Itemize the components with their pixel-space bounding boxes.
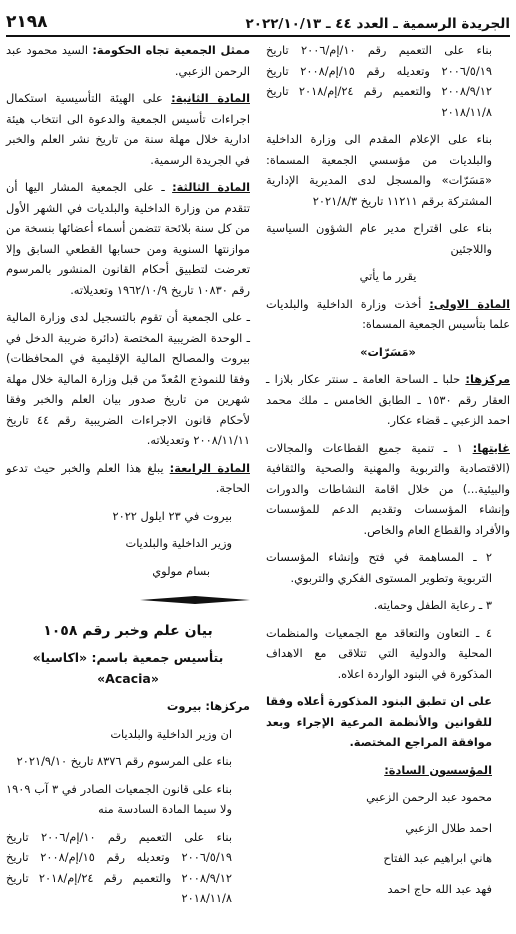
- law-reference: بناء على قانون الجمعيات الصادر في ٣ آب ١٩٠٩ ولا سيما المادة السادسة منه: [6, 781, 232, 816]
- goal-3: ٣ ـ رعاية الطفل وحمايته.: [373, 598, 492, 612]
- article-3-text: ـ على الجمعية المشار اليها أن تتقدم من وزارة الداخلية والبلديات في الشهر الأول من كل سنة بلائحة تتضمن أسماء أعضائها بنسخة من موازنتها السنوية ومن حسابها القطعي السابق وإلا تعرضت لتطبيق أحكام القانون المنشور بالمرسوم رقم ١٠٨٣٠ تاريخ ١٩٦٢/١٠/٩ وتعديلاته.: [6, 180, 250, 297]
- article-2-text: على الهيئة التأسيسية استكمال اجراءات تأسيس الجمعية والدعوة الى انتخاب هيئة ادارية خلال مهلة سنة من تاريخ نشر العلم والخبر في الجريدة الرسمية.: [6, 91, 250, 167]
- date-line: بيروت في ٢٣ ايلول ٢٠٢٢: [112, 508, 232, 523]
- article-4-label: المادة الرابعة:: [169, 460, 250, 475]
- article-3: [6, 177, 250, 300]
- proposal-reference: بناء على اقتراح مدير عام الشؤون السياسية واللاجئين: [266, 221, 492, 256]
- notice-title: بيان علم وخبر رقم ١٠٥٨: [43, 622, 213, 639]
- founders-label: المؤسسون السادة:: [384, 762, 492, 777]
- notice-subtitle: بتأسيس جمعية باسم: «اكاسيا» «Acacia»: [32, 650, 224, 686]
- goals-label: غايتها:: [472, 440, 510, 455]
- decides-heading: يقرر ما يأتي: [359, 269, 417, 283]
- article-1-text: أخذت وزارة الداخلية والبلديات علما بتأسيس الجمعية المسماة:: [266, 296, 510, 331]
- minister-title: وزير الداخلية والبلديات: [125, 536, 232, 550]
- decree-reference: بناء على المرسوم رقم ٨٣٧٦ تاريخ ٢٠٢١/٩/١٠: [16, 754, 232, 768]
- page-number: ٢١٩٨: [6, 12, 48, 32]
- representative-label: ممثل الجمعية تجاه الحكومة:: [92, 43, 250, 57]
- headquarters-label: مركزها:: [465, 372, 510, 386]
- gazette-issue-title: الجريدة الرسمية ـ العدد ٤٤ ـ ٢٠٢٢/١٠/١٣: [245, 16, 510, 32]
- article-2-label: المادة الثانية:: [171, 91, 250, 105]
- association-name: «مَسَرّات»: [360, 344, 416, 359]
- article-1: [266, 294, 510, 335]
- page-header: [6, 6, 510, 37]
- circular-reference-2: بناء على التعميم رقم ١٠/إم/٢٠٠٦ تاريخ ٢٠٠٦/٥/١٩ وتعديله رقم ١٥/إم/٢٠٠٨ تاريخ ٢٠٠٨/٩/١٢ والتعميم رقم ٢٤/إم/٢٠١٨ تاريخ ٢٠١٨/١١/٨: [6, 829, 233, 905]
- article-1-label: المادة الاولى:: [429, 296, 511, 311]
- right-column: [260, 40, 510, 926]
- founder-name: محمود عبد الرحمن الزعبي: [366, 790, 492, 804]
- founder-name: هاني ابراهيم عبد الفتاح: [383, 851, 492, 865]
- two-column-body: [6, 40, 510, 926]
- notice-headquarters: مركزها: بيروت: [166, 699, 250, 713]
- goals: [266, 438, 510, 541]
- goal-1-text: ١ ـ تنمية جميع القطاعات والمجالات (الاقتصادية والتربوية والمهنية والصحية والثقافية والبيئية...) من خلال اقامة النشاطات والدورات وإنشاء المؤسسات وتقديم الدعم للمؤسسات والأفراد والقطاع العام والخاص.: [266, 440, 510, 537]
- founders-notice-reference: بناء على الإعلام المقدم الى وزارة الداخلية والبلديات من مؤسسي الجمعية المسماة: «مَسَرّات» والمسجل لدى المديرية الإدارية المشتركة برقم ١١٢١١ تاريخ ٢٠٢١/٨/٣: [266, 132, 492, 208]
- section-divider: [140, 596, 250, 604]
- headquarters: [266, 369, 510, 431]
- goal-2: ٢ ـ المساهمة في فتح وإنشاء المؤسسات التربوية وتطوير المستوى الفكري والتربوي.: [266, 550, 492, 585]
- government-representative: [6, 40, 250, 81]
- article-3-finance-clause: ـ على الجمعية أن تقوم بالتسجيل لدى وزارة المالية ـ الوحدة الضريبية المختصة (دائرة ضريبة الدخل في بيروت والمصالح المالية الإقليمية في المحافظات) وفقا للنموذج المُعدّ من قبل وزارة المالية خلال مهلة شهرين من تاريخ صدور بيان العلم والخبر وفقا لأحكام قانون الاجراءات الضريبية رقم ٤٤ تاريخ ٢٠٠٨/١١/١١ وتعديلاته.: [6, 310, 250, 447]
- article-3-label: المادة الثالثة:: [172, 180, 250, 194]
- founder-name: احمد طلال الزعبي: [405, 820, 492, 835]
- goal-4: ٤ ـ التعاون والتعاقد مع الجمعيات والمنظمات المحلية والدولية التي تتلاقى مع الاهداف المذكورة في البنود الواردة اعلاه.: [266, 625, 492, 681]
- founders-list: [266, 787, 510, 899]
- circular-reference: بناء على التعميم رقم ١٠/إم/٢٠٠٦ تاريخ ٢٠٠٦/٥/١٩ وتعديله رقم ١٥/إم/٢٠٠٨ تاريخ ٢٠٠٨/٩/١٢ والتعميم رقم ٢٤/إم/٢٠١٨ تاريخ ٢٠١٨/١١/٨: [266, 43, 493, 119]
- article-4-text: يبلغ هذا العلم والخبر حيث تدعو الحاجة.: [6, 460, 250, 495]
- condition-clause: على ان تطبق البنود المذكورة أعلاه وفقا للقوانين والأنظمة المرعية الإجراء وبعد موافقة المراجع المختصة.: [266, 694, 492, 749]
- headquarters-text: حلبا ـ الساحة العامة ـ سنتر عكار بلازا ـ العقار رقم ١٥٣٠ ـ الطابق الخامس ـ ملك محمد احمد الزعبي ـ قضاء عكار.: [266, 372, 510, 427]
- minister-name: بسام مولوي: [152, 563, 210, 578]
- article-2: [6, 88, 250, 170]
- issuer-line: ان وزير الداخلية والبلديات: [110, 726, 232, 741]
- article-4: [6, 458, 250, 499]
- left-column: [6, 40, 252, 926]
- founder-name: فهد عبد الله حاج احمد: [387, 881, 492, 896]
- representative-text: السيد محمود عبد الرحمن الزعبي.: [6, 43, 250, 78]
